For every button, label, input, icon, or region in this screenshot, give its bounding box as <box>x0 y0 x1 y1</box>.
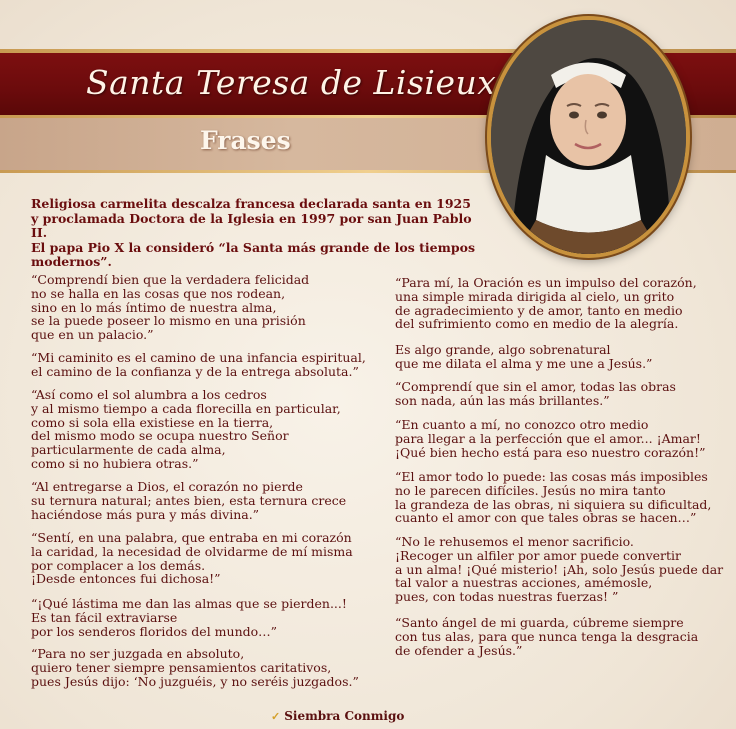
leaf-icon: ✓ <box>271 709 281 723</box>
quote-left-5: “Sentí, en una palabra, que entraba en mi corazón la caridad, la necesidad de olvidarme de mí misma por complacer a los demás. ¡Desde entonces fui dichosa!” <box>31 530 353 587</box>
quote-right-6: “No le rehusemos el menor sacrificio. ¡Recoger un alfiler por amor puede convertir a un alma! ¡Qué misterio! ¡Ah, solo Jesús puede dar tal valor a nuestras acciones, amémosle, pues, con todas nuestras fuerzas! ” <box>395 534 724 605</box>
quote-left-7: “Para no ser juzgada en absoluto, quiero tener siempre pensamientos caritativos, pues Jesús dijo: ‘No juzguéis, y no seréis juzgados.” <box>31 646 359 689</box>
quote-right-5: “El amor todo lo puede: las cosas más imposibles no le parecen difíciles. Jesús no mira tanto la grandeza de las obras, ni siquiera su dificultad, cuanto el amor con que tales obras se hacen…” <box>395 469 712 526</box>
quote-left-1: “Comprendí bien que la verdadera felicidad no se halla en las cosas que nos rodean, sino en lo más íntimo de nuestra alma, se la puede poseer lo mismo en una prisión que en un palacio.” <box>31 272 310 343</box>
page-subtitle: Frases <box>200 126 291 155</box>
footer-brand <box>271 709 404 723</box>
quote-left-4: “Al entregarse a Dios, el corazón no pierde su ternura natural; antes bien, esta ternura crece haciéndose más pura y más divina.” <box>31 479 347 522</box>
quote-right-4: “En cuanto a mí, no conozco otro medio para llegar a la perfección que el amor... ¡Amar! ¡Qué bien hecho está para eso nuestro corazón!” <box>395 417 706 460</box>
quote-left-2: “Mi caminito es el camino de una infancia espiritual, el camino de la confianza y de la entrega absoluta.” <box>31 350 366 379</box>
quote-left-6: “¡Qué lástima me dan las almas que se pierden...! Es tan fácil extraviarse por los senderos floridos del mundo…” <box>31 596 347 639</box>
footer-label: Siembra Conmigo <box>284 709 405 723</box>
quote-left-3: “Así como el sol alumbra a los cedros y al mismo tiempo a cada florecilla en particular, como si sola ella existiese en la tierra, del mismo modo se ocupa nuestro Señor particularmente de cada alma, como si no hubiera otras.” <box>31 387 341 471</box>
page-title: Santa Teresa de Lisieux <box>86 63 497 102</box>
quote-right-2: Es algo grande, algo sobrenatural que me dilata el alma y me une a Jesús.” <box>395 342 653 371</box>
quote-right-1: “Para mí, la Oración es un impulso del corazón, una simple mirada dirigida al cielo, un grito de agradecimiento y de amor, tanto en medio del sufrimiento como en medio de la alegría. <box>395 275 697 332</box>
intro-text: Religiosa carmelita descalza francesa declarada santa en 1925 y proclamada Doctora de la Iglesia en 1997 por san Juan Pablo II. El papa Pio X la consideró “la Santa más grande de los tiempos modernos”. <box>31 196 475 269</box>
quote-right-3: “Comprendí que sin el amor, todas las obras son nada, aún las más brillantes.” <box>395 379 676 408</box>
quote-right-7: “Santo ángel de mi guarda, cúbreme siempre con tus alas, para que nunca tenga la desgracia de ofender a Jesús.” <box>395 615 699 658</box>
portrait-image <box>487 16 690 258</box>
